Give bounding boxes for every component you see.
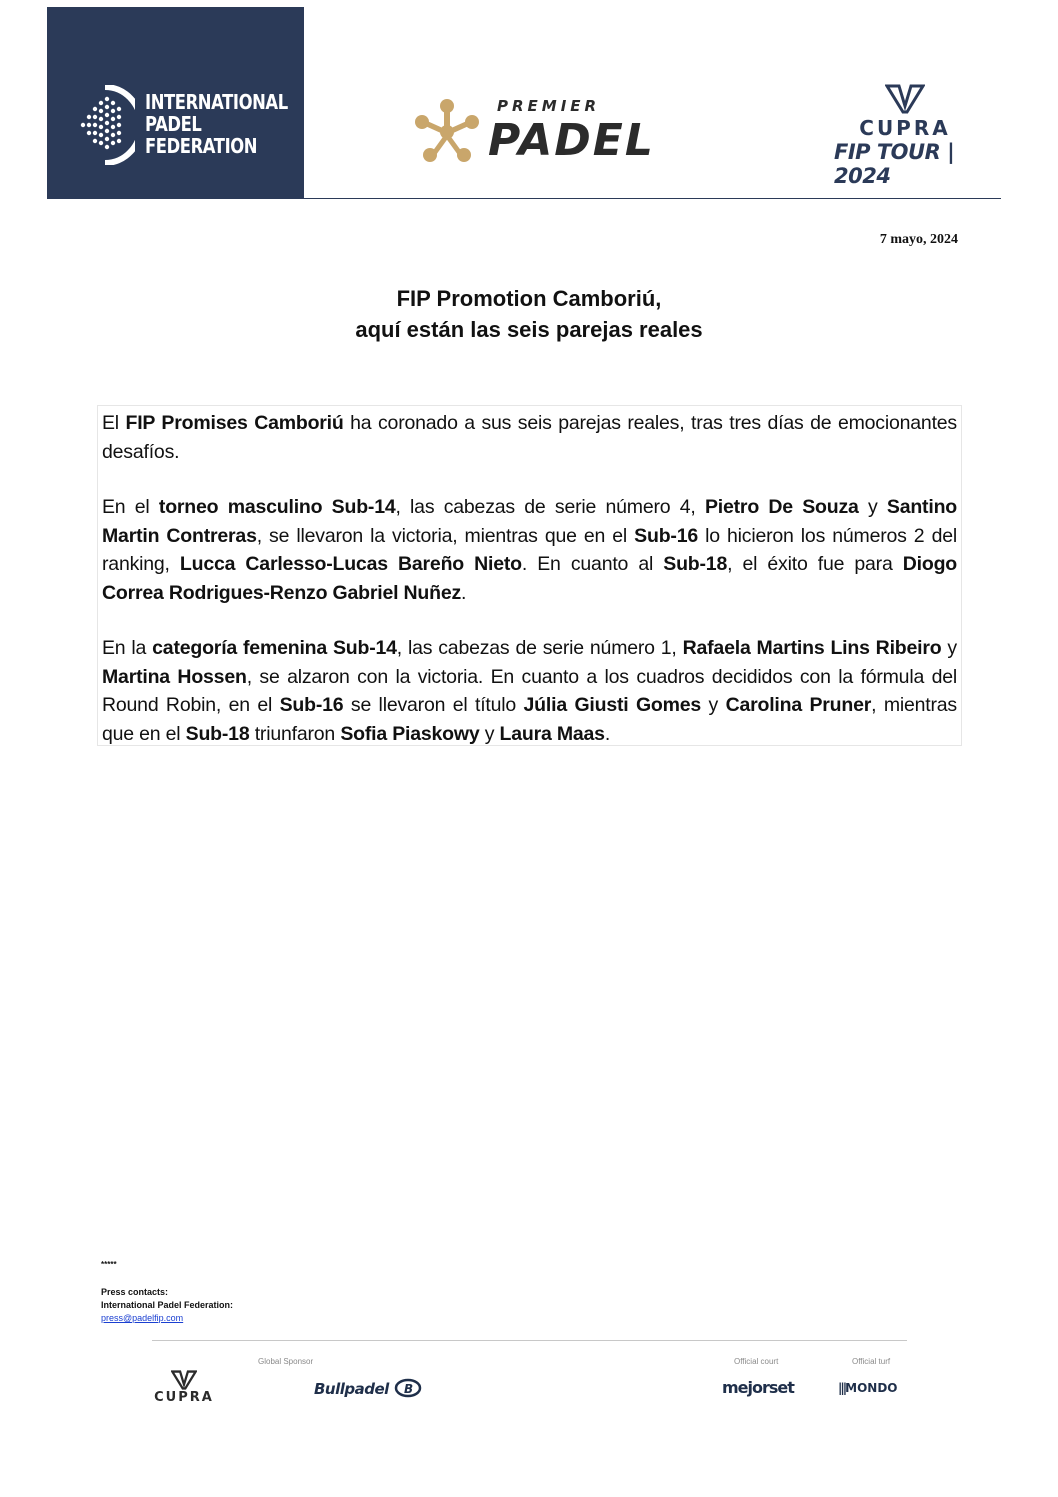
mondo-logo [838,1381,898,1395]
emphasis-text: Diogo Correa Rodrigues-Renzo Gabriel Nuñez [102,553,957,604]
emphasis-text: Santino Martin Contreras [102,496,957,547]
emphasis-text: Sub-18 [185,722,250,745]
body-text: , mientras que en el [102,694,957,745]
emphasis-text: Carolina Pruner [725,694,872,716]
body-text: y [701,694,726,716]
body-text: lo hicieron los números 2 del ranking, [102,524,957,575]
body-text: , las cabezas de serie número 4, [395,496,705,518]
cupra-sponsor-logo [136,1370,232,1408]
bullpadel-wordmark: Bullpadel [314,1380,389,1398]
bullpadel-sponsor-logo [314,1378,422,1398]
title-line-1: FIP Promotion Camboriú, [396,286,662,311]
contacts-label: Press contacts: [101,1287,169,1297]
emphasis-text: FIP Promises Camboriú [125,412,344,434]
article-body [97,405,962,746]
emphasis-text: torneo masculino Sub-14 [158,496,396,518]
padel-wordmark: PADEL [488,115,655,166]
paragraph-3 [102,634,957,748]
paragraph-1 [102,409,957,466]
emphasis-text: categoría femenina Sub-14 [152,637,397,659]
bullpadel-b-icon [394,1378,422,1398]
fip-tour-wordmark: FIP TOUR | 2024 [834,140,955,188]
body-text: , se llevaron la victoria, mientras que en el [256,524,635,547]
paragraph-2 [102,493,957,607]
premier-star-icon [412,97,482,167]
sponsor-divider [152,1340,907,1341]
emphasis-text: Sub-16 [634,524,698,547]
emphasis-text: Sofia Piaskowy [340,722,480,745]
cupra-emblem-icon [885,84,925,114]
ipf-logo-block [47,7,304,199]
premier-wordmark: PREMIER [497,97,601,115]
premier-padel-logo [412,97,702,167]
body-text: ha coronado a sus seis parejas reales, tras tres días de emocionantes desafíos. [102,412,957,463]
body-text: y [858,496,887,518]
contacts-email-link[interactable]: press@padelfip.com [101,1313,184,1323]
body-text: se llevaron el título [343,694,524,716]
body-text: En el [102,496,159,518]
ipf-line-3: FEDERATION [145,134,258,158]
official-court-label: Official court [734,1357,779,1366]
body-text: triunfaron [249,722,341,745]
emphasis-text: Júlia Giusti Gomes [523,694,702,716]
body-text: y [941,637,957,659]
cupra-emblem-icon [171,1370,197,1390]
global-sponsor-label: Global Sponsor [258,1357,314,1366]
ipf-line-1: INTERNATIONAL [145,90,288,114]
separator-stars: ***** [101,1260,117,1269]
body-text: , se alzaron con la victoria. En cuanto a los cuadros decididos con la fórmula del Round Robin, en el [102,665,958,716]
cupra-sponsor-wordmark: CUPRA [154,1390,214,1405]
official-turf-label: Official turf [852,1357,891,1366]
body-text: . [604,722,611,745]
emphasis-text: Laura Maas [499,722,605,745]
body-text: , el éxito fue para [727,553,903,575]
header-divider [304,198,1001,199]
emphasis-text: Rafaela Martins Lins Ribeiro [682,637,942,659]
emphasis-text: Martina Hossen [102,665,247,688]
cupra-wordmark: CUPRA [859,116,951,140]
cupra-fip-tour-logo [832,84,980,188]
body-text: , las cabezas de serie número 1, [396,637,683,659]
body-text: . [461,581,467,604]
emphasis-text: Sub-16 [279,694,344,716]
ipf-line-2: PADEL [145,112,202,136]
press-date: 7 mayo, 2024 [879,232,958,247]
mondo-bars-icon: ||| [838,1381,846,1395]
contacts-org: International Padel Federation: [101,1300,234,1310]
title-line-2: aquí están las seis parejas reales [355,317,703,342]
body-text: El [102,412,126,434]
body-text: y [479,722,500,745]
mondo-wordmark: MONDO [845,1381,898,1395]
emphasis-text: Sub-18 [663,553,728,575]
body-text: . En cuanto al [521,553,664,575]
press-contacts [101,1286,233,1325]
padel-racket-icon [75,85,135,165]
press-title [0,283,1058,345]
svg-text:B: B [403,1382,413,1396]
emphasis-text: Pietro De Souza [704,496,859,518]
ipf-wordmark [145,91,288,157]
mejorset-logo: mejorset [722,1378,794,1397]
emphasis-text: Lucca Carlesso-Lucas Bareño Nieto [179,553,522,575]
body-text: En la [102,637,153,659]
